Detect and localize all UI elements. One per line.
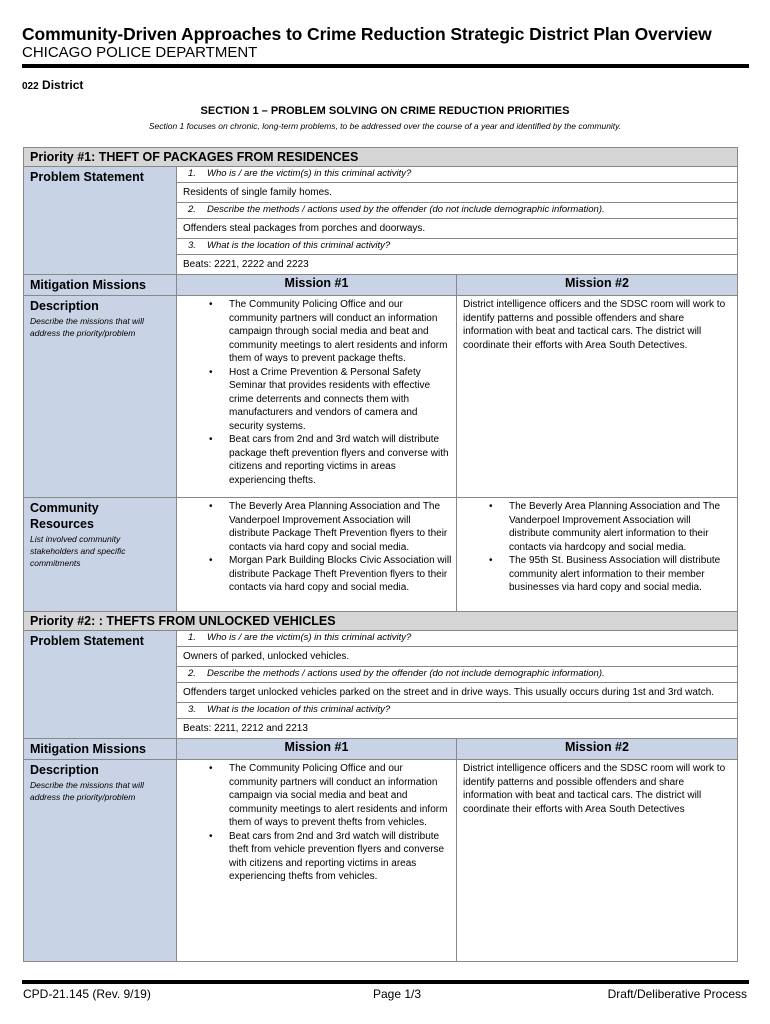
mitigation-missions-label: Mitigation Missions (24, 739, 177, 760)
answer-location: Beats: 2211, 2212 and 2213 (177, 719, 738, 739)
list-item: • The Beverly Area Planning Association and The Vanderpoel Improvement Association will distribute community alert information to their contacts via hardcopy and social media. (463, 500, 733, 554)
document-title: Community-Driven Approaches to Crime Reduction Strategic District Plan Overview (22, 24, 712, 44)
answer-victims: Owners of parked, unlocked vehicles. (177, 647, 738, 667)
section-title: SECTION 1 – PROBLEM SOLVING ON CRIME REDUCTION PRIORITIES (200, 105, 570, 117)
list-item: • The 95th St. Business Association will distribute community alert information to their member businesses via hard copy and social media. (463, 554, 733, 595)
question-location: 3. What is the location of this criminal activity? (177, 703, 738, 719)
list-item: • Beat cars from 2nd and 3rd watch will distribute theft from vehicle prevention flyers and converse with citizens and reporting victims in areas experiencing thefts from vehicles. (183, 830, 452, 884)
priority-1-community-2 (457, 498, 738, 620)
answer-location: Beats: 2221, 2222 and 2223 (177, 255, 738, 275)
community-resources-label: Community Resources List involved community stakeholders and specific commitments (24, 498, 177, 620)
list-item: • The Community Policing Office and our community partners will conduct an information campaign through social media and beat and community meetings to alert residents and inform them of ways to prevent package thefts. (183, 298, 452, 366)
priority-1-mission-2: District intelligence officers and the SDSC room will work to identify patterns and possible offenders and share information with beat and tactical cars. The district will coordinate their efforts with Area South Detectives. (457, 296, 738, 498)
priority-2-heading: Priority #2: : THEFTS FROM UNLOCKED VEHICLES (24, 612, 738, 631)
mission-2-heading: Mission #2 (457, 275, 738, 296)
header-rule (22, 64, 749, 68)
department-name: CHICAGO POLICE DEPARTMENT (22, 44, 258, 61)
district-label (22, 78, 83, 92)
list-item: • The Community Policing Office and our community partners will conduct an information campaign via social media and beat and community meetings to alert residents and inform them of ways to prevent thefts from vehicles. (183, 762, 452, 830)
mission-1-heading: Mission #1 (177, 739, 457, 760)
district-word: District (42, 78, 84, 92)
footer-rule (22, 980, 749, 984)
priority-1-mission-1 (177, 296, 457, 498)
question-victims: 1. Who is / are the victim(s) in this criminal activity? (177, 631, 738, 647)
problem-statement-label: Problem Statement (24, 631, 177, 739)
priority-2-table (23, 611, 738, 962)
list-item: • Morgan Park Building Blocks Civic Association will distribute Package Theft Prevention flyers to their contacts via hard copy and social media. (183, 554, 452, 595)
answer-methods: Offenders steal packages from porches and doorways. (177, 219, 738, 239)
mitigation-missions-label: Mitigation Missions (24, 275, 177, 296)
list-item: • Host a Crime Prevention & Personal Safety Seminar that provides residents with effective crime deterrents and connects them with manufacturers and vendors of camera and security systems. (183, 366, 452, 434)
list-item: • Beat cars from 2nd and 3rd watch will distribute package theft prevention flyers and converse with citizens and reporting victims in areas experiencing thefts. (183, 433, 452, 487)
district-number: 022 (22, 81, 39, 92)
mission-2-heading: Mission #2 (457, 739, 738, 760)
priority-2-mission-1 (177, 760, 457, 962)
question-victims: 1. Who is / are the victim(s) in this criminal activity? (177, 167, 738, 183)
document-status: Draft/Deliberative Process (607, 987, 747, 1001)
page-number: Page 1/3 (373, 987, 422, 1001)
priority-1-heading: Priority #1: THEFT OF PACKAGES FROM RESIDENCES (24, 148, 738, 167)
question-location: 3. What is the location of this criminal activity? (177, 239, 738, 255)
answer-methods: Offenders target unlocked vehicles parked on the street and in drive ways. This usually occurs during 1st and 3rd watch. (177, 683, 738, 703)
mission-1-heading: Mission #1 (177, 275, 457, 296)
question-methods: 2. Describe the methods / actions used by the offender (do not include demographic information). (177, 203, 738, 219)
priority-2-mission-2: District intelligence officers and the SDSC room will work to identify patterns and possible offenders and share information with beat and tactical cars. The district will coordinate their efforts with Area South Detectives (457, 760, 738, 962)
description-label: Description Describe the missions that will address the priority/problem (24, 296, 177, 498)
description-label: Description Describe the missions that will address the priority/problem (24, 760, 177, 962)
problem-statement-label: Problem Statement (24, 167, 177, 275)
section-description: Section 1 focuses on chronic, long-term problems, to be addressed over the course of a year and identified by the community. (148, 121, 622, 131)
question-methods: 2. Describe the methods / actions used by the offender (do not include demographic information). (177, 667, 738, 683)
priority-1-table (23, 147, 738, 620)
answer-victims: Residents of single family homes. (177, 183, 738, 203)
form-number: CPD-21.145 (Rev. 9/19) (23, 987, 151, 1001)
priority-1-community-1 (177, 498, 457, 620)
list-item: • The Beverly Area Planning Association and The Vanderpoel Improvement Association will distribute Package Theft Prevention flyers to their contacts via hard copy and social media. (183, 500, 452, 554)
